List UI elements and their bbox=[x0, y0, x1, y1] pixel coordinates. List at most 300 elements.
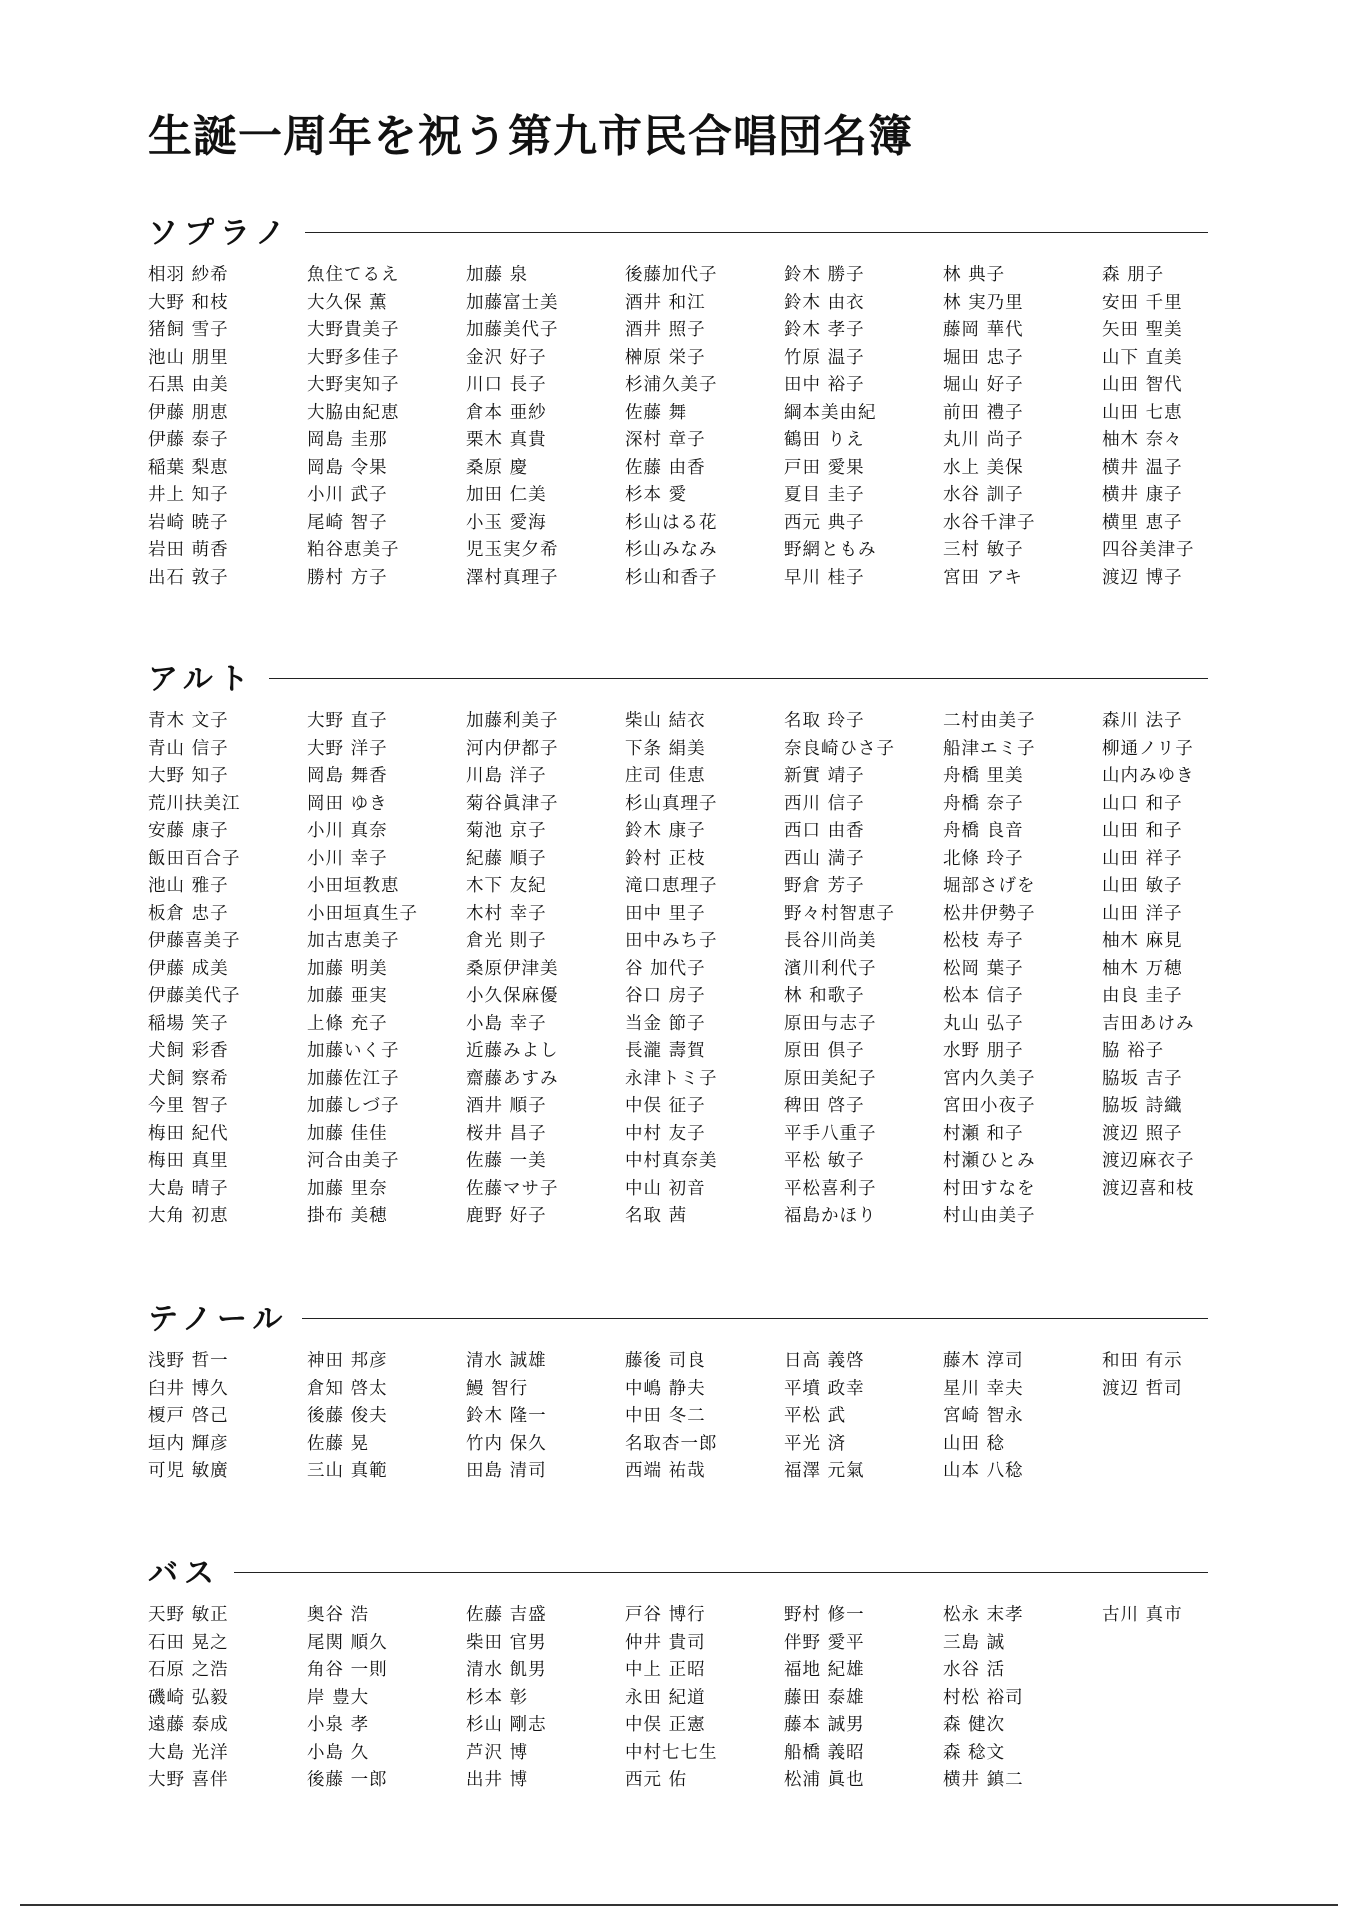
member-name: 村松 裕司 bbox=[943, 1687, 1024, 1708]
member-name: 林 典子 bbox=[943, 265, 1006, 285]
section-label-alto: アルト bbox=[148, 662, 255, 697]
member-name: 古川 真市 bbox=[1102, 1605, 1183, 1625]
member-name: 磯崎 弘毅 bbox=[148, 1687, 229, 1708]
member-name: 松浦 眞也 bbox=[784, 1770, 865, 1790]
member-name: 佐藤 一美 bbox=[466, 1151, 547, 1171]
member-name: 谷口 房子 bbox=[625, 986, 706, 1006]
member-name: 北條 玲子 bbox=[943, 848, 1024, 869]
member-name: 藤本 誠男 bbox=[784, 1715, 865, 1735]
member-name: 青山 信子 bbox=[148, 738, 229, 759]
member-name: 伊藤喜美子 bbox=[148, 931, 241, 951]
member-name: 安藤 康子 bbox=[148, 821, 229, 841]
member-name: 船津エミ子 bbox=[943, 738, 1036, 759]
member-name: 加藤佐江子 bbox=[307, 1068, 400, 1089]
member-name: 林 実乃里 bbox=[943, 292, 1024, 313]
member-name: 加藤 明美 bbox=[307, 958, 388, 979]
member-name: 天野 敏正 bbox=[148, 1605, 229, 1625]
member-name: 丸川 尚子 bbox=[943, 430, 1024, 450]
member-name: 中村 友子 bbox=[625, 1123, 706, 1144]
member-name: 宮崎 智永 bbox=[943, 1406, 1024, 1426]
member-name: 宮田小夜子 bbox=[943, 1096, 1036, 1116]
member-name: 渡辺喜和枝 bbox=[1102, 1178, 1195, 1199]
member-name: 原田与志子 bbox=[784, 1013, 877, 1034]
member-name: 佐藤 吉盛 bbox=[466, 1605, 547, 1625]
member-name: 加藤 泉 bbox=[466, 265, 529, 285]
member-name: 脇 裕子 bbox=[1102, 1041, 1165, 1061]
member-name: 水谷 活 bbox=[943, 1660, 1006, 1680]
member-name: 垣内 輝彦 bbox=[148, 1433, 229, 1454]
member-name: 戸田 愛果 bbox=[784, 457, 865, 478]
member-name: 渡辺 照子 bbox=[1102, 1123, 1183, 1144]
member-name: 村田すなを bbox=[943, 1178, 1036, 1199]
name-grid-tenor bbox=[148, 1348, 1208, 1486]
member-name: 酒井 照子 bbox=[625, 320, 706, 340]
member-name: 由良 圭子 bbox=[1102, 986, 1183, 1006]
member-name: 板倉 忠子 bbox=[148, 903, 229, 924]
member-name: 尾崎 智子 bbox=[307, 512, 388, 533]
member-name: 三山 真範 bbox=[307, 1461, 388, 1481]
member-name: 平光 済 bbox=[784, 1433, 847, 1454]
member-name: 戸谷 博行 bbox=[625, 1605, 706, 1625]
member-name: 加田 仁美 bbox=[466, 485, 547, 505]
member-name: 名取杏一郎 bbox=[625, 1433, 718, 1454]
section-label-tenor: テノール bbox=[148, 1302, 289, 1337]
member-name: 粕谷恵美子 bbox=[307, 540, 400, 560]
member-name: 野々村智恵子 bbox=[784, 903, 895, 924]
member-name: 河合由美子 bbox=[307, 1151, 400, 1171]
member-name: 田中 裕子 bbox=[784, 375, 865, 395]
member-name: 大野 和枝 bbox=[148, 292, 229, 313]
member-name: 栗木 真貴 bbox=[466, 430, 547, 450]
member-name: 山田 敏子 bbox=[1102, 876, 1183, 896]
member-name: 林 和歌子 bbox=[784, 986, 865, 1006]
member-name: 河内伊都子 bbox=[466, 738, 559, 759]
section-label-soprano: ソプラノ bbox=[148, 216, 292, 251]
member-name: 小田垣教恵 bbox=[307, 876, 400, 896]
member-name: 柚木 万穂 bbox=[1102, 958, 1183, 979]
member-name: 水谷千津子 bbox=[943, 512, 1036, 533]
member-name: 稲場 笑子 bbox=[148, 1013, 229, 1034]
member-name: 桑原伊津美 bbox=[466, 958, 559, 979]
member-name: 山下 直美 bbox=[1102, 347, 1183, 368]
member-name: 石原 之浩 bbox=[148, 1660, 229, 1680]
member-name: 松岡 葉子 bbox=[943, 958, 1024, 979]
member-name: 伊藤 成美 bbox=[148, 958, 229, 979]
member-name: 谷 加代子 bbox=[625, 958, 706, 979]
member-name: 横井 康子 bbox=[1102, 485, 1183, 505]
section-divider bbox=[234, 1572, 1208, 1573]
member-name: 水谷 訓子 bbox=[943, 485, 1024, 505]
member-name: 山田 智代 bbox=[1102, 375, 1183, 395]
member-name: 藤木 淳司 bbox=[943, 1351, 1024, 1371]
section-alto bbox=[148, 654, 1208, 1231]
member-name: 小島 久 bbox=[307, 1742, 370, 1763]
section-tenor bbox=[148, 1294, 1208, 1486]
member-name: 四谷美津子 bbox=[1102, 540, 1195, 560]
member-name: 西元 典子 bbox=[784, 512, 865, 533]
member-name: 舟橋 奈子 bbox=[943, 793, 1024, 814]
member-name: 上條 充子 bbox=[307, 1013, 388, 1034]
member-name: 三村 敏子 bbox=[943, 540, 1024, 560]
member-name: 福島かほり bbox=[784, 1206, 877, 1226]
member-name: 堀山 好子 bbox=[943, 375, 1024, 395]
member-name: 船橋 義昭 bbox=[784, 1742, 865, 1763]
member-name: 榊原 栄子 bbox=[625, 347, 706, 368]
member-name: 中俣 征子 bbox=[625, 1096, 706, 1116]
member-name: 小川 真奈 bbox=[307, 821, 388, 841]
member-name: 柴山 結衣 bbox=[625, 711, 706, 731]
member-name: 柚木 奈々 bbox=[1102, 430, 1183, 450]
member-name: 魚住てるえ bbox=[307, 265, 400, 285]
member-name: 西端 祐哉 bbox=[625, 1461, 706, 1481]
member-name: 平墳 政幸 bbox=[784, 1378, 865, 1399]
member-name: 山田 稔 bbox=[943, 1433, 1006, 1454]
member-name: 奈良崎ひさ子 bbox=[784, 738, 895, 759]
member-name: 名取 茜 bbox=[625, 1206, 688, 1226]
member-name: 安田 千里 bbox=[1102, 292, 1183, 313]
member-name: 澤村真理子 bbox=[466, 567, 559, 588]
member-name: 杉山和香子 bbox=[625, 567, 718, 588]
member-name: 鈴木 康子 bbox=[625, 821, 706, 841]
member-name: 倉知 啓太 bbox=[307, 1378, 388, 1399]
member-name: 平松 敏子 bbox=[784, 1151, 865, 1171]
member-name: 倉本 亜紗 bbox=[466, 402, 547, 423]
member-name: 西口 由香 bbox=[784, 821, 865, 841]
section-divider bbox=[302, 1318, 1208, 1319]
member-name: 加藤しづ子 bbox=[307, 1096, 400, 1116]
member-name: 柚木 麻見 bbox=[1102, 931, 1183, 951]
member-name: 杉山はる花 bbox=[625, 512, 718, 533]
member-name: 山田 祥子 bbox=[1102, 848, 1183, 869]
member-name: 岸 豊大 bbox=[307, 1687, 370, 1708]
member-name: 菊谷眞津子 bbox=[466, 793, 559, 814]
member-name: 佐藤 由香 bbox=[625, 457, 706, 478]
member-name: 角谷 一則 bbox=[307, 1660, 388, 1680]
member-name: 倉光 則子 bbox=[466, 931, 547, 951]
member-name: 田中 里子 bbox=[625, 903, 706, 924]
member-name: 滝口恵理子 bbox=[625, 876, 718, 896]
member-name: 宮田 アキ bbox=[943, 567, 1023, 588]
member-name: 前田 禮子 bbox=[943, 402, 1024, 423]
member-name: 金沢 好子 bbox=[466, 347, 547, 368]
member-name: 松井伊勢子 bbox=[943, 903, 1036, 924]
member-name: 宮内久美子 bbox=[943, 1068, 1036, 1089]
member-name: 森川 法子 bbox=[1102, 711, 1183, 731]
member-name: 鈴木 勝子 bbox=[784, 265, 865, 285]
member-name: 濱川利代子 bbox=[784, 958, 877, 979]
member-name: 鰻 智行 bbox=[466, 1378, 529, 1399]
member-name: 榎戸 啓己 bbox=[148, 1406, 229, 1426]
member-name: 伊藤美代子 bbox=[148, 986, 241, 1006]
member-name: 渡辺 哲司 bbox=[1102, 1378, 1183, 1399]
member-name: 渡辺麻衣子 bbox=[1102, 1151, 1195, 1171]
member-name: 福澤 元氣 bbox=[784, 1461, 865, 1481]
member-name: 福地 紀雄 bbox=[784, 1660, 865, 1680]
member-name: 森 健次 bbox=[943, 1715, 1006, 1735]
member-name: 犬飼 察希 bbox=[148, 1068, 229, 1089]
member-name: 大野多佳子 bbox=[307, 347, 400, 368]
name-grid-alto bbox=[148, 708, 1208, 1231]
bottom-rule bbox=[20, 1904, 1338, 1906]
member-name: 平松喜利子 bbox=[784, 1178, 877, 1199]
member-name: 後藤 一郎 bbox=[307, 1770, 388, 1790]
member-name: 丸山 弘子 bbox=[943, 1013, 1024, 1034]
member-name: 西山 満子 bbox=[784, 848, 865, 869]
member-name: 酒井 順子 bbox=[466, 1096, 547, 1116]
member-name: 山内みゆき bbox=[1102, 766, 1195, 786]
member-name: 中俣 正憲 bbox=[625, 1715, 706, 1735]
member-name: 鈴村 正枝 bbox=[625, 848, 706, 869]
member-name: 遠藤 泰成 bbox=[148, 1715, 229, 1735]
member-name: 夏目 圭子 bbox=[784, 485, 865, 505]
member-name: 杉山真理子 bbox=[625, 793, 718, 814]
member-name: 横里 恵子 bbox=[1102, 512, 1183, 533]
member-name: 小川 武子 bbox=[307, 485, 388, 505]
member-name: 竹原 温子 bbox=[784, 347, 865, 368]
member-name: 今里 智子 bbox=[148, 1096, 229, 1116]
member-name: 仲井 貴司 bbox=[625, 1632, 706, 1653]
member-name: 梅田 紀代 bbox=[148, 1123, 229, 1144]
member-name: 加藤富士美 bbox=[466, 292, 559, 313]
member-name: 木下 友紀 bbox=[466, 876, 547, 896]
member-name: 大野貴美子 bbox=[307, 320, 400, 340]
member-name: 相羽 紗希 bbox=[148, 265, 229, 285]
member-name: 原田美紀子 bbox=[784, 1068, 877, 1089]
member-name: 酒井 和江 bbox=[625, 292, 706, 313]
member-name: 齋藤あすみ bbox=[466, 1068, 559, 1089]
member-name: 長瀧 壽賀 bbox=[625, 1041, 706, 1061]
member-name: 佐藤 舞 bbox=[625, 402, 688, 423]
member-name: 松永 末孝 bbox=[943, 1605, 1024, 1625]
member-name: 大野実知子 bbox=[307, 375, 400, 395]
member-name: 村瀬ひとみ bbox=[943, 1151, 1036, 1171]
member-name: 鈴木 孝子 bbox=[784, 320, 865, 340]
member-name: 臼井 博久 bbox=[148, 1378, 229, 1399]
member-name: 永田 紀道 bbox=[625, 1687, 706, 1708]
name-grid-soprano bbox=[148, 262, 1208, 592]
member-name: 荒川扶美江 bbox=[148, 793, 241, 814]
member-name: 鶴田 りえ bbox=[784, 430, 865, 450]
member-name: 梅田 真里 bbox=[148, 1151, 229, 1171]
section-label-bass: バス bbox=[148, 1556, 220, 1591]
member-name: 菊池 京子 bbox=[466, 821, 547, 841]
member-name: 大久保 薫 bbox=[307, 292, 388, 313]
member-name: 深村 章子 bbox=[625, 430, 706, 450]
member-name: 村山由美子 bbox=[943, 1206, 1036, 1226]
member-name: 山田 七恵 bbox=[1102, 402, 1183, 423]
member-name: 中上 正昭 bbox=[625, 1660, 706, 1680]
member-name: 桜井 昌子 bbox=[466, 1123, 547, 1144]
member-name: 藤岡 華代 bbox=[943, 320, 1024, 340]
member-name: 日高 義啓 bbox=[784, 1351, 865, 1371]
member-name: 小久保麻優 bbox=[466, 986, 559, 1006]
member-name: 神田 邦彦 bbox=[307, 1351, 388, 1371]
member-name: 中嶋 静夫 bbox=[625, 1378, 706, 1399]
member-name: 小川 幸子 bbox=[307, 848, 388, 869]
member-name: 平手八重子 bbox=[784, 1123, 877, 1144]
member-name: 飯田百合子 bbox=[148, 848, 241, 869]
member-name: 大野 直子 bbox=[307, 711, 388, 731]
member-name: 大島 光洋 bbox=[148, 1742, 229, 1763]
member-name: 川口 長子 bbox=[466, 375, 547, 395]
member-name: 舟橋 良音 bbox=[943, 821, 1024, 841]
member-name: 杉山みなみ bbox=[625, 540, 718, 560]
member-name: 横井 鎮二 bbox=[943, 1770, 1024, 1790]
member-name: 岩田 萌香 bbox=[148, 540, 229, 560]
member-name: 藤後 司良 bbox=[625, 1351, 706, 1371]
member-name: 大角 初恵 bbox=[148, 1206, 229, 1226]
member-name: 西元 佑 bbox=[625, 1770, 688, 1790]
member-name: 二村由美子 bbox=[943, 711, 1036, 731]
member-name: 小島 幸子 bbox=[466, 1013, 547, 1034]
member-name: 新實 靖子 bbox=[784, 766, 865, 786]
member-name: 山口 和子 bbox=[1102, 793, 1183, 814]
member-name: 竹内 保久 bbox=[466, 1433, 547, 1454]
member-name: 鈴木 由衣 bbox=[784, 292, 865, 313]
member-name: 加藤 里奈 bbox=[307, 1178, 388, 1199]
member-name: 大島 晴子 bbox=[148, 1178, 229, 1199]
member-name: 佐藤 晃 bbox=[307, 1433, 370, 1454]
member-name: 芦沢 博 bbox=[466, 1742, 529, 1763]
member-name: 西川 信子 bbox=[784, 793, 865, 814]
member-name: 水上 美保 bbox=[943, 457, 1024, 478]
section-soprano bbox=[148, 208, 1208, 592]
member-name: 長谷川尚美 bbox=[784, 931, 877, 951]
member-name: 木村 幸子 bbox=[466, 903, 547, 924]
member-name: 大脇由紀恵 bbox=[307, 402, 400, 423]
section-divider bbox=[305, 232, 1208, 233]
member-name: 稲葉 梨恵 bbox=[148, 457, 229, 478]
member-name: 加藤いく子 bbox=[307, 1041, 400, 1061]
member-name: 柳通ノリ子 bbox=[1102, 738, 1194, 759]
member-name: 当金 節子 bbox=[625, 1013, 706, 1034]
member-name: 藤田 泰雄 bbox=[784, 1687, 865, 1708]
member-name: 森 稔文 bbox=[943, 1742, 1006, 1763]
member-name: 鈴木 隆一 bbox=[466, 1406, 547, 1426]
member-name: 下条 絹美 bbox=[625, 738, 706, 759]
member-name: 松枝 寿子 bbox=[943, 931, 1024, 951]
member-name: 中田 冬二 bbox=[625, 1406, 706, 1426]
member-name: 岩崎 暁子 bbox=[148, 512, 229, 533]
member-name: 伊藤 朋恵 bbox=[148, 402, 229, 423]
member-name: 猪飼 雪子 bbox=[148, 320, 229, 340]
member-name: 原田 倶子 bbox=[784, 1041, 865, 1061]
member-name: 中山 初音 bbox=[625, 1178, 706, 1199]
member-name: 矢田 聖美 bbox=[1102, 320, 1183, 340]
member-name: 加藤 佳佳 bbox=[307, 1123, 388, 1144]
member-name: 勝村 方子 bbox=[307, 567, 388, 588]
member-name: 脇坂 吉子 bbox=[1102, 1068, 1183, 1089]
member-name: 出井 博 bbox=[466, 1770, 529, 1790]
member-name: 岡島 舞香 bbox=[307, 766, 388, 786]
member-name: 紀藤 順子 bbox=[466, 848, 547, 869]
member-name: 山田 洋子 bbox=[1102, 903, 1183, 924]
member-name: 杉山 剛志 bbox=[466, 1715, 547, 1735]
member-name: 杉本 彰 bbox=[466, 1687, 529, 1708]
member-name: 田島 清司 bbox=[466, 1461, 547, 1481]
member-name: 杉本 愛 bbox=[625, 485, 688, 505]
page-title: 生誕一周年を祝う第九市民合唱団名簿 bbox=[148, 111, 913, 162]
member-name: 和田 有示 bbox=[1102, 1351, 1183, 1371]
member-name: 清水 誠雄 bbox=[466, 1351, 547, 1371]
member-name: 堀田 忠子 bbox=[943, 347, 1024, 368]
member-name: 青木 文子 bbox=[148, 711, 229, 731]
member-name: 森 朋子 bbox=[1102, 265, 1165, 285]
member-name: 加藤美代子 bbox=[466, 320, 559, 340]
member-name: 野倉 芳子 bbox=[784, 876, 865, 896]
member-name: 堀部さげを bbox=[943, 876, 1036, 896]
member-name: 綱本美由紀 bbox=[784, 402, 877, 423]
member-name: 岡島 令果 bbox=[307, 457, 388, 478]
member-name: 鹿野 好子 bbox=[466, 1206, 547, 1226]
member-name: 近藤みよし bbox=[466, 1041, 559, 1061]
member-name: 後藤 俊夫 bbox=[307, 1406, 388, 1426]
member-name: 可児 敏廣 bbox=[148, 1461, 229, 1481]
member-name: 川島 洋子 bbox=[466, 766, 547, 786]
member-name: 稗田 啓子 bbox=[784, 1096, 865, 1116]
member-name: 加古恵美子 bbox=[307, 931, 400, 951]
member-name: 小玉 愛海 bbox=[466, 512, 547, 533]
member-name: 桑原 慶 bbox=[466, 457, 529, 478]
member-name: 小田垣真生子 bbox=[307, 903, 418, 924]
member-name: 児玉実夕希 bbox=[466, 540, 559, 560]
member-name: 大野 洋子 bbox=[307, 738, 388, 759]
member-name: 渡辺 博子 bbox=[1102, 567, 1183, 588]
member-name: 伊藤 泰子 bbox=[148, 430, 229, 450]
member-name: 脇坂 詩織 bbox=[1102, 1096, 1183, 1116]
member-name: 星川 幸夫 bbox=[943, 1378, 1024, 1399]
member-name: 池山 朋里 bbox=[148, 347, 229, 368]
member-name: 松本 信子 bbox=[943, 986, 1024, 1006]
member-name: 尾関 順久 bbox=[307, 1632, 388, 1653]
member-name: 後藤加代子 bbox=[625, 265, 718, 285]
member-name: 大野 喜伴 bbox=[148, 1770, 229, 1790]
member-name: 佐藤マサ子 bbox=[466, 1178, 559, 1199]
section-bass bbox=[148, 1548, 1208, 1795]
member-name: 犬飼 彩香 bbox=[148, 1041, 229, 1061]
member-name: 岡島 圭那 bbox=[307, 430, 388, 450]
section-divider bbox=[269, 678, 1208, 679]
member-name: 加藤 亜実 bbox=[307, 986, 388, 1006]
member-name: 横井 温子 bbox=[1102, 457, 1183, 478]
name-grid-bass bbox=[148, 1602, 1208, 1795]
member-name: 石田 晃之 bbox=[148, 1632, 229, 1653]
member-name: 浅野 哲一 bbox=[148, 1351, 229, 1371]
member-name: 山田 和子 bbox=[1102, 821, 1183, 841]
member-name: 水野 朋子 bbox=[943, 1041, 1024, 1061]
member-name: 庄司 佳恵 bbox=[625, 766, 706, 786]
member-name: 奥谷 浩 bbox=[307, 1605, 370, 1625]
member-name: 大野 知子 bbox=[148, 766, 229, 786]
member-name: 名取 玲子 bbox=[784, 711, 865, 731]
member-name: 岡田 ゆき bbox=[307, 793, 388, 814]
member-name: 永津トミ子 bbox=[625, 1068, 718, 1089]
member-name: 山本 八稔 bbox=[943, 1461, 1024, 1481]
member-name: 出石 敦子 bbox=[148, 567, 229, 588]
member-name: 中村七七生 bbox=[625, 1742, 718, 1763]
member-name: 吉田あけみ bbox=[1102, 1013, 1195, 1034]
member-name: 三島 誠 bbox=[943, 1632, 1006, 1653]
member-name: 早川 桂子 bbox=[784, 567, 865, 588]
member-name: 中村真奈美 bbox=[625, 1151, 718, 1171]
member-name: 杉浦久美子 bbox=[625, 375, 718, 395]
member-name: 田中みち子 bbox=[625, 931, 718, 951]
member-name: 野網ともみ bbox=[784, 540, 877, 560]
member-name: 柴田 官男 bbox=[466, 1632, 547, 1653]
member-name: 村瀬 和子 bbox=[943, 1123, 1024, 1144]
member-name: 舟橋 里美 bbox=[943, 766, 1024, 786]
member-name: 加藤利美子 bbox=[466, 711, 559, 731]
